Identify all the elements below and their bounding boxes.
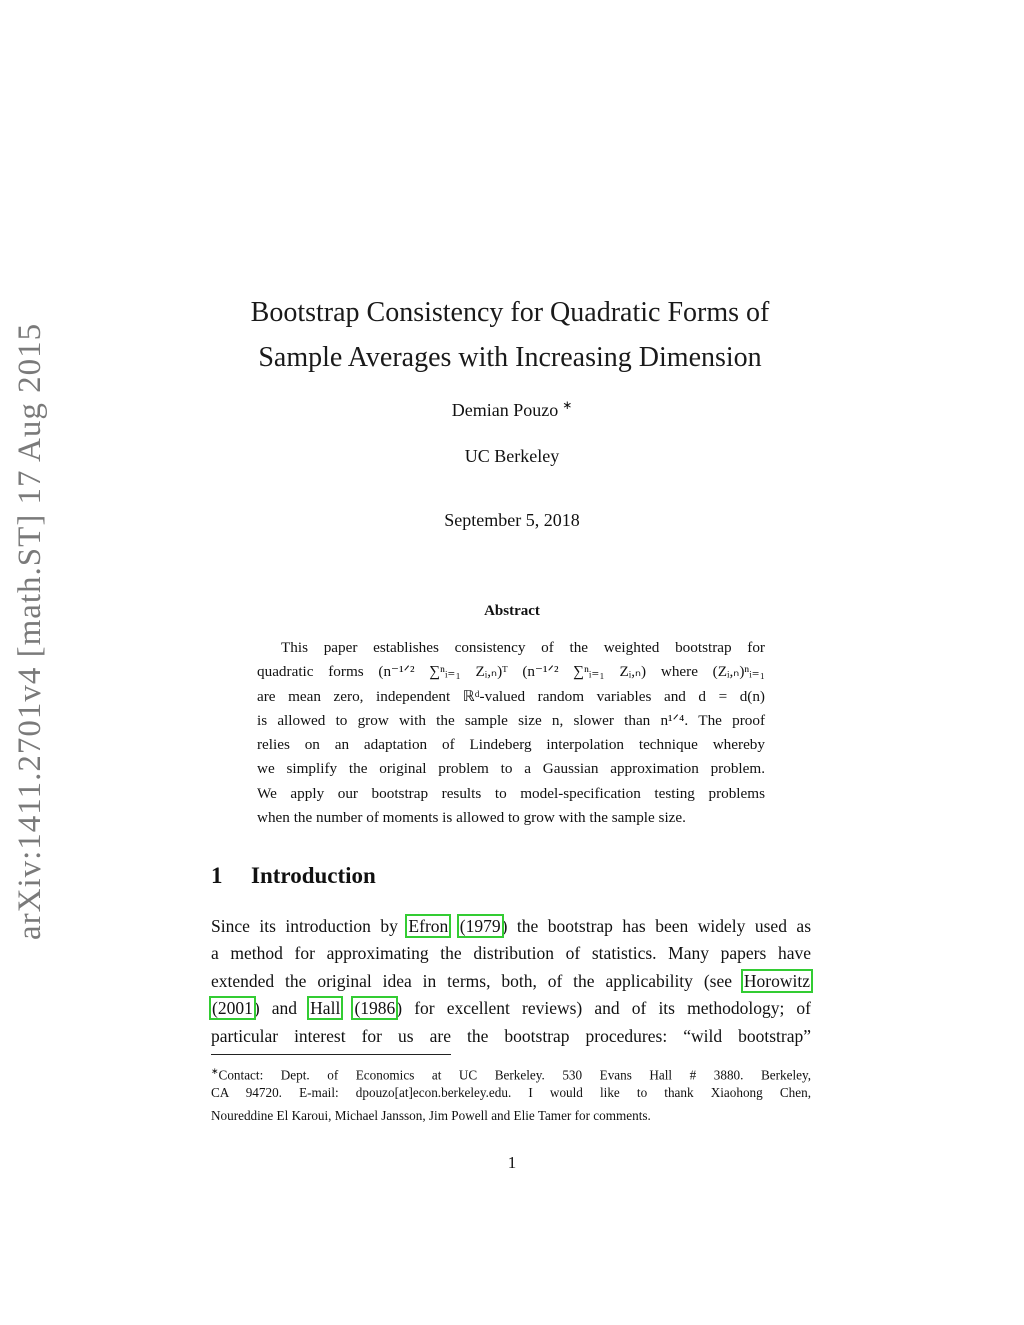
citation-horowitz-link[interactable]: Horowitz [743, 970, 810, 991]
footnote [211, 1060, 811, 1127]
citation-1979-link[interactable]: (1979 [459, 916, 501, 936]
footnote-line: CA 94720. E-mail: dpouzo[at]econ.berkeley.edu. I would like to thank Xiaohong Chen, [211, 1085, 811, 1101]
abstract-line: when the number of moments is allowed to grow with the sample size. [257, 809, 686, 827]
paper-title [180, 290, 840, 380]
abstract-heading: Abstract [484, 603, 540, 619]
section-heading [211, 863, 376, 889]
citation-hall-link[interactable]: Hall [310, 998, 341, 1019]
citation-efron-link[interactable]: Efron [408, 916, 449, 936]
intro-text: ) for excellent reviews) and of its methodology; of [396, 998, 812, 1019]
footnote-text: Contact: Dept. of Economics at UC Berkeley. 530 Evans Hall # 3880. Berkeley, [218, 1067, 811, 1083]
abstract-line: We apply our bootstrap results to model-specification testing problems [257, 784, 765, 802]
arxiv-stamp: arXiv:1411.2701v4 [math.ST] 17 Aug 2015 [12, 322, 48, 940]
intro-text: Since its introduction by [211, 916, 398, 936]
footnote-rule [211, 1054, 451, 1055]
date: September 5, 2018 [444, 510, 580, 530]
footnote-mark: ∗ [211, 1066, 219, 1076]
abstract-line: are mean zero, independent ℝᵈ-valued random variables and d = d(n) [257, 687, 765, 705]
page-number: 1 [507, 1153, 517, 1172]
abstract-line: we simplify the original problem to a Gaussian approximation problem. [257, 760, 765, 778]
intro-line [211, 968, 811, 995]
author-name: Demian Pouzo [451, 400, 559, 420]
affiliation: UC Berkeley [464, 446, 560, 466]
abstract-body [257, 636, 765, 830]
footnote-line [211, 1060, 811, 1082]
intro-text: ) the bootstrap has been widely used as [501, 916, 812, 936]
abstract-line: relies on an adaptation of Lindeberg interpolation technique whereby [257, 736, 765, 754]
intro-line [211, 913, 811, 940]
intro-line: particular interest for us are the bootstrap procedures: “wild bootstrap” [211, 1025, 811, 1046]
abstract-line: is allowed to grow with the sample size n, slower than n¹ᐟ⁴. The proof [257, 711, 765, 729]
title-line-2: Sample Averages with Increasing Dimension [258, 342, 762, 373]
intro-text: extended the original idea in terms, both, of the applicability (see [211, 970, 732, 991]
citation-2001-link[interactable]: (2001 [212, 998, 253, 1019]
abstract-line: quadratic forms (n⁻¹ᐟ² ∑ⁿᵢ₌₁ Zᵢ,ₙ)ᵀ (n⁻¹ᐟ² ∑ⁿᵢ₌₁ Zᵢ,ₙ) where (Zᵢ,ₙ)ⁿᵢ₌₁ [257, 663, 765, 681]
footnote-line: Noureddine El Karoui, Michael Jansson, Jim Powell and Elie Tamer for comments. [211, 1107, 651, 1123]
intro-line: a method for approximating the distribution of statistics. Many papers have [211, 943, 811, 964]
abstract-line: This paper establishes consistency of the weighted bootstrap for [281, 639, 765, 656]
section-number: 1 [211, 863, 223, 888]
citation-1986-link[interactable]: (1986 [354, 998, 396, 1019]
section-title: Introduction [251, 863, 376, 888]
title-line-1: Bootstrap Consistency for Quadratic Forms of [250, 297, 770, 328]
author-footnote-mark[interactable]: ∗ [562, 398, 573, 412]
intro-text: ) and [253, 998, 298, 1019]
intro-line [211, 995, 811, 1022]
intro-paragraph [211, 913, 811, 1050]
author [0, 398, 1024, 421]
